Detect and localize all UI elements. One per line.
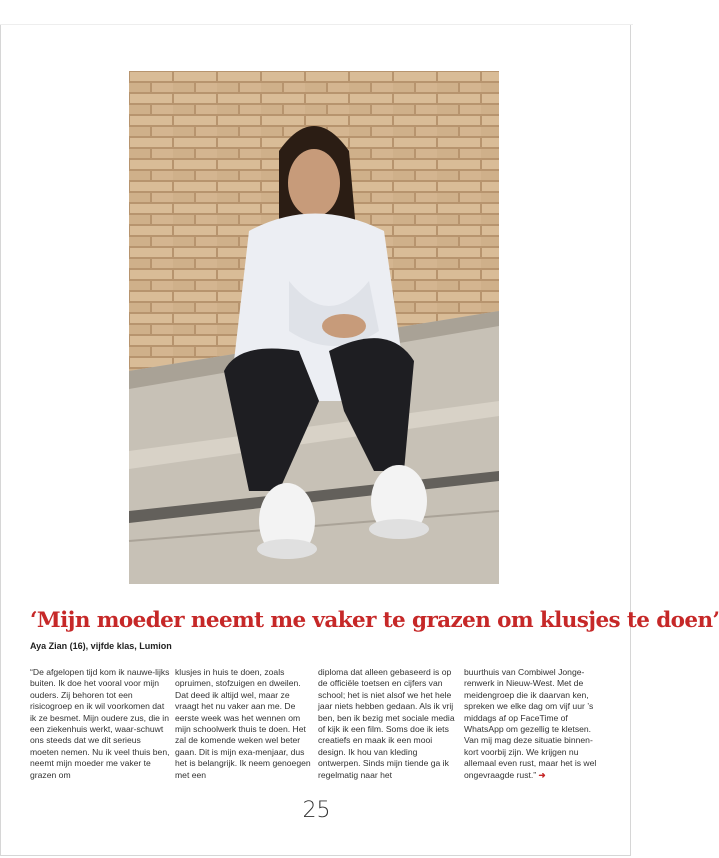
top-margin [0,0,633,25]
body-text: buurthuis van Combiwel Jonge-renwerk in Nieuw-West. Met de meidengroep die ik daarvan ken, spreken we elke dag om vijf uur ’s middags af op FaceTime of WhatsApp om gezellig te kletsen. Van mij mag deze situatie binnen-kort voorbij zijn. We krijgen nu allemaal even rust, maar het is wel ongevraagde rust.” [464,667,597,780]
article-headline: ‘Mijn moeder neemt me vaker te grazen om klusjes te doen’ [30,608,719,633]
body-text-end [464,667,604,781]
text-column-4 [464,667,604,781]
text-column-1 [30,667,170,781]
article-byline: Aya Zian (16), vijfde klas, Lumion [30,641,172,651]
body-text: diploma dat alleen gebaseerd is op de officiële toetsen en cijfers van school; het is niet alsof we het hele jaar niets hebben gedaan. Als ik vrij ben, ben ik bezig met sociale media of kijk ik een film. Soms doe ik iets creatiefs en maak ik een mooi design. Ik hou van kleding ontwerpen. Sinds mijn tiende ga ik regelmatig naar het [318,667,455,780]
text-column-3 [318,667,458,781]
body-text: klusjes in huis te doen, zoals opruimen, stofzuigen en dweilen. Dat deed ik altijd wel, maar ze vraagt het nu vaker aan me. De eerste week was het wennen om mijn schoolwerk thuis te doen. Het zal de komende weken wel beter gaan. Dit is mijn exa-menjaar, dus het is belangrijk. Ik neem genoegen met een [175,667,311,780]
text-column-2 [175,667,315,781]
end-mark-icon: ➜ [538,769,546,780]
page-number: 25 [302,798,331,823]
portrait-photo [129,71,499,584]
body-text: “De afgelopen tijd kom ik nauwe-lijks buiten. Ik doe het vooral voor mijn ouders. Zij behoren tot een risicogroep en ik wil voorkomen dat ik ze besmet. Mijn oudere zus, die in een ziekenhuis werkt, waar-schuwt ons steeds dat we dit serieus moeten nemen. Nu ik veel thuis ben, neemt mijn moeder me vaker te grazen om [30,667,170,780]
